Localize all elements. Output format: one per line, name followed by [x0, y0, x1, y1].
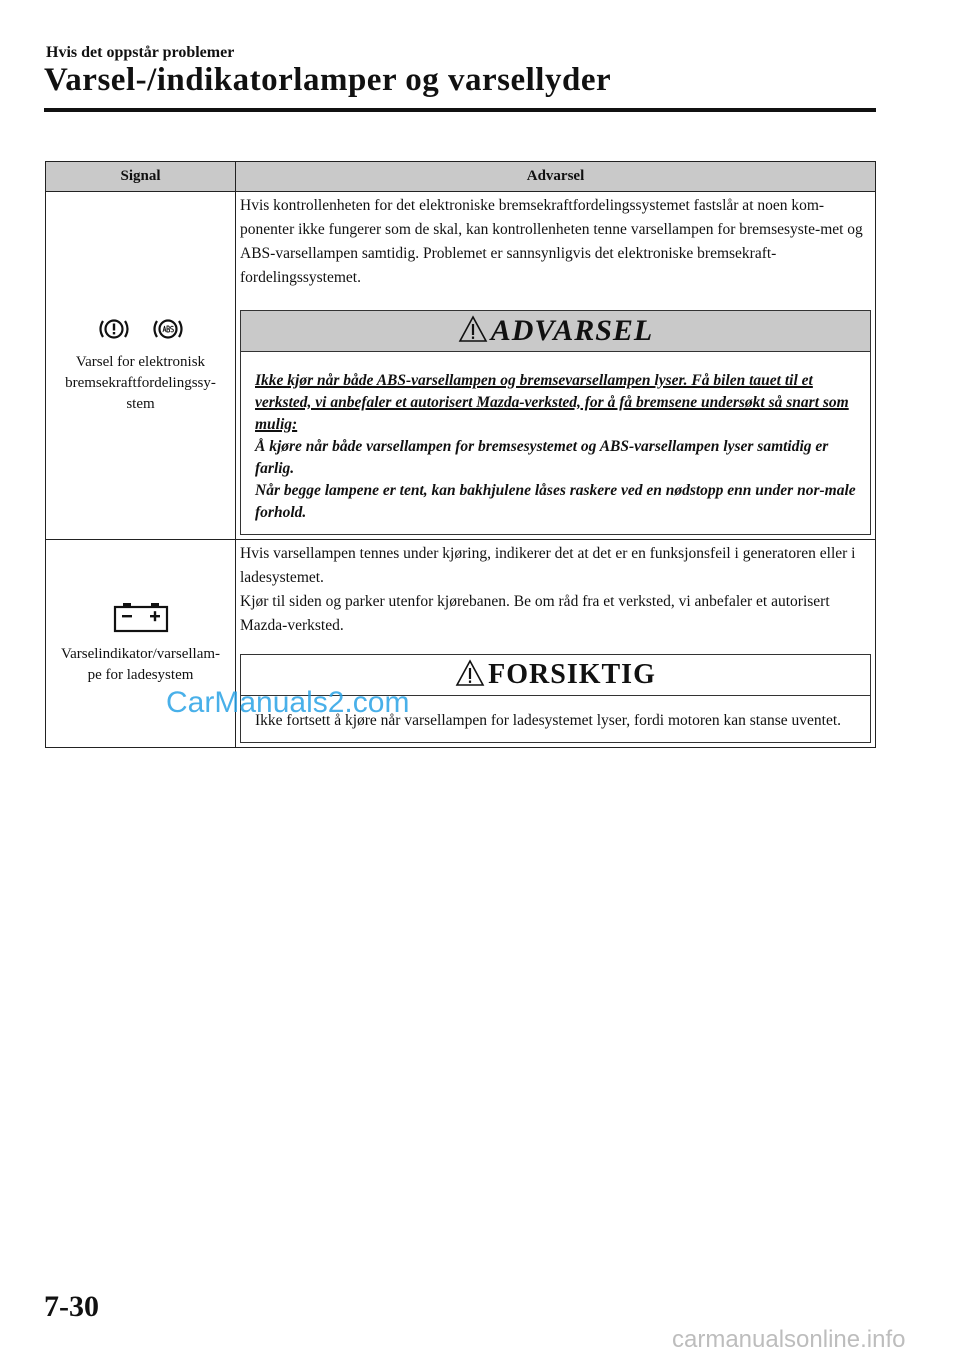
signal-cell: [46, 192, 236, 540]
warning-lights-table: [45, 161, 876, 748]
battery-icon: [113, 601, 169, 638]
warning-box-header: [241, 311, 870, 352]
warning-heading: ADVARSEL: [490, 314, 654, 347]
warning-cell: [236, 192, 876, 540]
page-title: Varsel-/indikatorlamper og varsellyder: [44, 62, 612, 98]
warning-triangle-icon: [458, 315, 488, 348]
signal-label: Varselindikator/varsellam-pe for ladesystem: [60, 646, 221, 683]
warning-box-body: [241, 352, 870, 534]
watermark-footer: carmanualsonline.info: [672, 1326, 906, 1353]
signal-label: Varsel for elektronisk bremsekraftfordelingssy-stem: [65, 353, 216, 412]
warning-box: [240, 310, 871, 535]
description-text: Hvis kontrollenheten for det elektroniske bremsekraftfordelingssystemet fastslår at noen kom-ponenter ikke fungerer som de skal, kan kontrollenheten tenne varsellampen for bremsesyste-met og ABS-varsellampen samtidig. Problemet er sannsynligvis det elektroniske bremsekraft-fordelingssystemet.: [240, 197, 863, 286]
warning-triangle-icon: [455, 659, 485, 692]
warning-text-secondary: Å kjøre når både varsellampen for bremsesystemet og ABS-varsellampen lyser samtidig er farlig.: [255, 438, 829, 477]
description-text: Hvis varsellampen tennes under kjøring, indikerer det at det er en funksjonsfeil i generatoren eller i ladesystemet.: [240, 545, 856, 586]
column-header-warning: Advarsel: [236, 162, 876, 192]
abs-warning-icon: [151, 317, 185, 346]
table-row: [46, 192, 876, 540]
watermark-logo: CarManuals2.com: [166, 686, 410, 719]
section-heading: Hvis det oppstår problemer: [46, 44, 235, 61]
page-number: 7-30: [44, 1290, 99, 1323]
description-text: Kjør til siden og parker utenfor kjørebanen. Be om råd fra et verksted, vi anbefaler et autorisert Mazda-verksted.: [240, 593, 830, 634]
warning-text-tertiary: Når begge lampene er tent, kan bakhjulene låses raskere ved en nødstopp enn under nor-male forhold.: [255, 482, 856, 521]
title-divider: [44, 108, 876, 112]
column-header-signal: Signal: [46, 162, 236, 192]
caution-text: Ikke fortsett å kjøre når varsellampen for ladesystemet lyser, fordi motoren kan stanse uventet.: [255, 712, 842, 729]
brake-warning-icon: [97, 317, 131, 346]
caution-heading: FORSIKTIG: [488, 659, 656, 690]
warning-text-primary: Ikke kjør når både ABS-varsellampen og bremsevarsellampen lyser. Få bilen tauet til et verksted, vi anbefaler et autorisert Mazda-verksted, for å få bremsene undersøkt så snart som mulig:: [255, 372, 849, 433]
